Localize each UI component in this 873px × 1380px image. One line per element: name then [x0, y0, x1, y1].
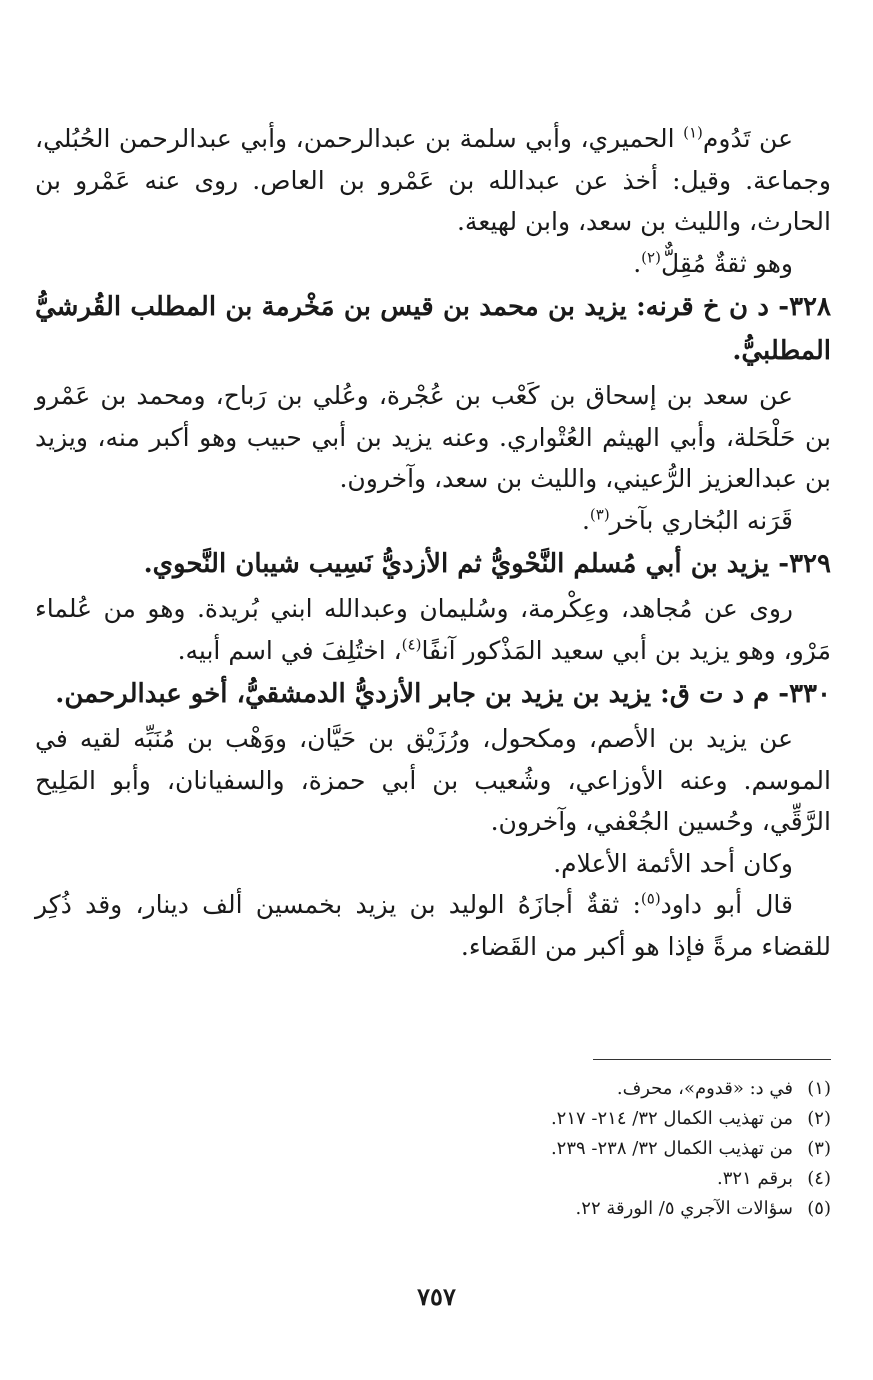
- footnote-ref-2: (٢): [641, 248, 661, 267]
- paragraph-2-text: وهو ثقةٌ مُقِلٌّ: [660, 248, 793, 278]
- main-text: [35, 118, 831, 967]
- paragraph-5: [35, 588, 831, 671]
- paragraph-1-text: عن تَدُوم: [702, 124, 793, 153]
- paragraph-6: [35, 718, 831, 843]
- paragraph-3-text: عن سعد بن إسحاق بن كَعْب بن عُجْرة، وعُلي بن رَباح، ومحمد بن عَمْرو بن حَلْحَلة، وأبي الهيثم العُتْواري. وعنه يزيد بن أبي حبيب وهو أكبر منه، ويزيد بن عبدالعزيز الرُّعيني، والليث بن سعد، وآخرون.: [35, 381, 831, 493]
- footnote-ref-4: (٤): [401, 635, 422, 654]
- footnote-2: [131, 1104, 831, 1134]
- entry-328-number: ٣٢٨-: [778, 292, 831, 322]
- paragraph-5-text: روى عن مُجاهد، وعِكْرمة، وسُليمان وعبدالله ابني بُريدة. وهو من عُلماء مَرْو، وهو يزيد بن أبي سعيد المَذْكور آنفًا: [35, 594, 831, 665]
- footnote-4: [131, 1164, 831, 1194]
- footnote-ref-5: (٥): [640, 889, 661, 908]
- footnotes: [131, 1074, 831, 1224]
- paragraph-1-rest: الحميري، وأبي سلمة بن عبدالرحمن، وأبي عبدالرحمن الحُبُلي، وجماعة. وقيل: أخذ عن عبدالله بن عَمْرو بن العاص. روى عنه عَمْرو بن الحارث، والليث بن سعد، وابن لهيعة.: [35, 124, 831, 236]
- footnote-number: (٥): [807, 1198, 831, 1219]
- footnote-text: من تهذيب الكمال ٣٢/ ٢٣٨- ٢٣٩.: [550, 1138, 793, 1159]
- paragraph-7-text: وكان أحد الأئمة الأعلام.: [553, 848, 793, 878]
- entry-328-heading: [35, 285, 831, 373]
- paragraph-1: [35, 118, 831, 243]
- entry-329-heading: [35, 542, 831, 586]
- paragraph-4-text: قَرَنه البُخاري بآخر: [609, 505, 793, 535]
- entry-330-number: ٣٣٠-: [778, 679, 831, 709]
- paragraph-6-text: عن يزيد بن الأصم، ومكحول، ورُزَيْق بن حَيَّان، ووَهْب بن مُنَبِّه لقيه في الموسم. وعنه الأوزاعي، وشُعيب بن أبي حمزة، والسفيانان، وأبو المَلِيح الرَّقِّي، وحُسين الجُعْفي، وآخرون.: [35, 724, 831, 836]
- paragraph-3: [35, 375, 831, 500]
- footnote-number: (٤): [807, 1168, 831, 1189]
- entry-329-number: ٣٢٩-: [778, 549, 831, 579]
- paragraph-7: [35, 843, 831, 885]
- footnote-number: (٣): [807, 1138, 831, 1159]
- footnote-1: [131, 1074, 831, 1104]
- footnote-text: برقم ٣٢١.: [717, 1168, 793, 1189]
- footnote-text: في د: «قدوم»، محرف.: [616, 1078, 793, 1099]
- entry-330-title: م د ت ق: يزيد بن يزيد بن جابر الأزديُّ الدمشقيُّ، أخو عبدالرحمن.: [55, 679, 779, 709]
- entry-329-title: يزيد بن أبي مُسلم النَّحْويُّ ثم الأزديُّ نَسِيب شيبان النَّحوي.: [143, 549, 779, 579]
- footnote-text: من تهذيب الكمال ٣٢/ ٢١٤- ٢١٧.: [550, 1108, 793, 1129]
- footnote-ref-1: (١): [683, 123, 703, 142]
- footnote-separator: [593, 1059, 831, 1060]
- footnote-3: [131, 1134, 831, 1164]
- paragraph-8-rest: : ثقةٌ أجازَهُ الوليد بن يزيد بخمسين ألف دينار، وقد ذُكِر للقضاء مرةً فإذا هو أكبر من القَضاء.: [35, 890, 831, 961]
- entry-328-title: د ن خ قرنه: يزيد بن محمد بن قيس بن مَخْرمة بن المطلب القُرشيُّ المطلبيُّ.: [35, 292, 831, 366]
- paragraph-8: [35, 884, 831, 967]
- page-number: ٧٥٧: [417, 1282, 456, 1311]
- footnote-number: (٢): [807, 1108, 831, 1129]
- footnote-number: (١): [807, 1078, 831, 1099]
- paragraph-4-end: .: [581, 505, 590, 535]
- entry-330-heading: [35, 672, 831, 716]
- footnote-5: [131, 1194, 831, 1224]
- paragraph-4: [35, 500, 831, 542]
- footnote-ref-3: (٣): [589, 505, 610, 524]
- paragraph-2-end: .: [633, 248, 642, 278]
- paragraph-2: [35, 243, 831, 285]
- paragraph-8-text: قال أبو داود: [660, 890, 793, 919]
- footnote-text: سؤالات الآجري ٥/ الورقة ٢٢.: [575, 1198, 793, 1219]
- paragraph-5-end: ، اختُلِفَ في اسم أبيه.: [177, 635, 402, 665]
